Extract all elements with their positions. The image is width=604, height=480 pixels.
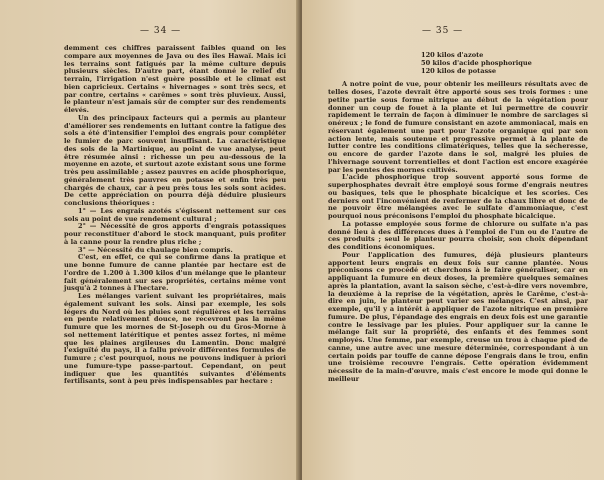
left-text-column	[64, 45, 286, 386]
paragraph: C'est, en effet, ce qui se confirme dans la pratique et une bonne fumure de canne plantée par hectare est de l'ordre de 1.200 à 1.300 kilos d'un mélange que le planteur fait généralement sur ses propriétés, certains même vont jusqu'à 2 tonnes à l'hectare.	[64, 253, 286, 293]
paragraph: Un des principaux facteurs qui a permis au planteur d'améliorer ses rendements en luttant contre la fatigue des sols a été d'intensifier l'emploi des engrais pour compléter le fumier de parc souvent insuffisant. La caractéristique des sols de la Martinique, au point de vue analyse, peut être résumée ainsi : richesse un peu au-dessous de la moyenne en azote, et surtout azote existant sous une forme très peu assimilable ; assez pauvres en acide phosphorique, généralement très pauvres en potasse et enfin très peu chargés de chaux, car à peu près tous les sols sont acides. De cette appréciation on pourra déjà déduire plusieurs conclusions théoriques :	[64, 113, 286, 207]
paragraph: Pour l'application des fumures, déjà plusieurs planteurs apportent leurs engrais en deux fois sur canne plantée. Nous préconisons ce procédé et cherchons à le faire généraliser, car en appliquant la fumure en deux doses, la première quelques semaines après la plantation, avant la saison sèche, c'est-à-dire vers novembre, la deuxième à la reprise de la végétation, après le Carême, c'est-à-dire en juin, le planteur peut varier ses mélanges. C'est ainsi, par exemple, qu'il y a intérêt à appliquer de l'azote nitrique en première fumure. De plus, l'épandage des engrais en deux fois est une garantie contre le lessivage par les pluies. Pour appliquer sur la canne le mélange fait sur la propriété, des enfants et des femmes sont employés. Une femme, par exemple, creuse un trou à chaque pied de canne, une autre avec une mesure déterminée, correspondant à un certain poids par touffe de canne dépose l'engrais dans le trou, enfin une troisième recouvre l'engrais. Cette opération évidemment nécessite de la main-d'œuvre, mais c'est encore le mode qui donne le meilleur	[328, 250, 588, 383]
right-page	[302, 0, 604, 480]
fertilizer-item: 120 kilos d'azote	[421, 51, 484, 59]
fertilizer-list	[421, 52, 588, 75]
left-page	[0, 0, 300, 480]
paragraph: La potasse employée sous forme de chlorure ou sulfate n'a pas donné lieu à des différences dues à l'emploi de l'un ou de l'autre de ces produits ; seul le planteur pourra choisir, son choix dépendant des conditions économiques.	[328, 219, 588, 251]
paragraph: Les mélanges varient suivant les propriétaires, mais également suivant les sols. Ainsi par exemple, les sols légers du Nord où les pluies sont régulières et les terrains en pente relativement douce, ne recevront pas la même fumure que les mornes de St-Joseph ou du Gros-Morne à sol nettement latéritique et pentes assez fortes, ni même que les plaines argileuses du Lamentin. Donc malgré l'exiguïté du pays, il a fallu prévoir différentes formules de fumure ; c'est pourquoi, nous ne pouvons indiquer à priori une fumure-type passe-partout. Cependant, on peut indiquer que les quantités suivantes d'éléments fertilisants, sont à peu près indispensables par hectare :	[64, 292, 286, 386]
page-number: — 35 —	[422, 26, 464, 36]
list-item: 3° — Nécessité du chaulage bien compris.	[78, 245, 233, 254]
paragraph: demment ces chiffres paraissent faibles quand on les compare aux moyennes de Java ou des îles Hawaï. Mais ici les terrains sont fatigués par la même culture depuis plusieurs siècles. D'autre part, étant donné le relief du terrain, l'irrigation n'est guère possible et le climat est bien capricieux. Certains « hivernages » sont très secs, et par contre, certains « carêmes » sont très pluvieux. Aussi, le planteur n'est jamais sûr de compter sur des rendements élevés.	[64, 44, 286, 114]
list-item: 1° — Les engrais azotés s'égissent nettement sur ces sols au point de vue rendement cultural ;	[64, 206, 286, 223]
list-item: 2° — Nécessité de gros apports d'engrais potassiques pour reconstituer d'abord le stock manquant, puis profiter à la canne pour la rendre plus riche ;	[64, 222, 286, 246]
paragraph: L'acide phosphorique trop souvent apporté sous forme de superphosphates devrait être employé sous forme d'engrais neutres ou basiques, tels que le phosphate bicalcique et les scories. Ces derniers ont l'inconvénient de renfermer de la chaux libre et donc de ne pouvoir être mélangées avec le sulfate d'ammoniaque, c'est pourquoi nous préconisons l'emploi du phosphate bicalcique.	[328, 173, 588, 220]
right-text-column	[328, 52, 588, 384]
fertilizer-item: 120 kilos de potasse	[421, 66, 497, 75]
page-number: — 34 —	[140, 26, 182, 36]
paragraph: A notre point de vue, pour obtenir les meilleurs résultats avec de telles doses, l'azote devrait être apporté sous ses trois formes : une petite partie sous forme nitrique au début de la végétation pour donner un coup de fouet à la plante et lui permettre de couvrir rapidement le terrain de façon à diminuer le nombre de sarclages si onéreux ; le fond de fumure consistant en azote ammoniacal, mais en réservant également une part pour l'azote organique qui par son action lente, mais soutenue et progressive permet à la plante de lutter contre les conditions climatériques, telles que la sécheresse, ou encore de garder l'azote dans le sol, malgré les pluies de l'hivernage souvent torrentielles et dont l'action est encore exagérée par les pentes des mornes cultivés.	[328, 80, 588, 174]
fertilizer-item: 50 kilos d'acide phosphorique	[421, 58, 532, 67]
numbered-list	[64, 208, 286, 255]
